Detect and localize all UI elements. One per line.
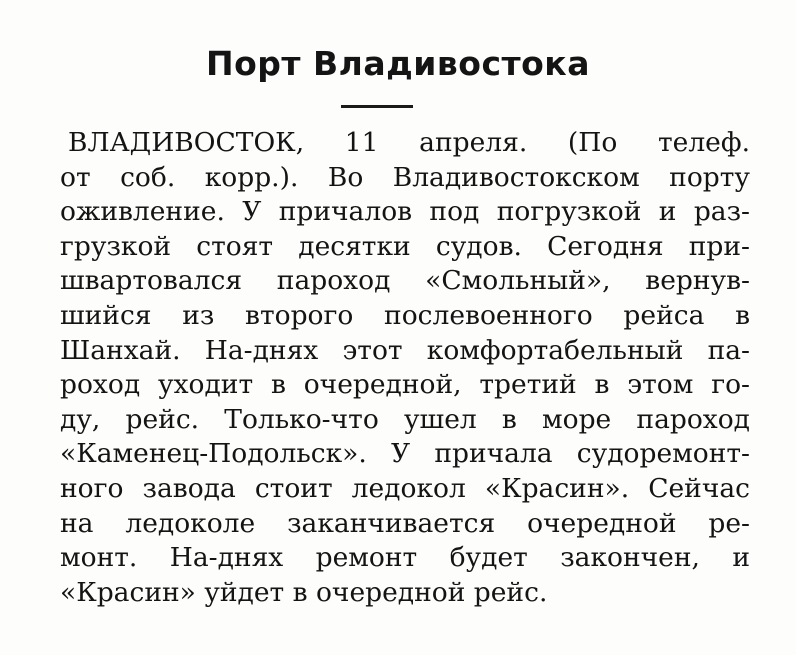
headline-divider <box>341 105 413 108</box>
article-line: шийся из второго послевоенного рейса в <box>60 299 750 331</box>
article-line: ного завода стоит ледокол «Красин». Сейчас <box>60 472 750 504</box>
article-line: «Каменец-Подольск». У причала судоремонт- <box>60 438 750 470</box>
article-line: оживление. У причалов под погрузкой и раз- <box>60 196 750 228</box>
article-line: Шанхай. На-днях этот комфортабельный па- <box>60 334 750 366</box>
article-line: швартовался пароход «Смольный», вернув- <box>60 265 750 297</box>
article-line: «Красин» уйдет в очередной рейс. <box>60 576 548 608</box>
article-line: роход уходит в очередной, третий в этом го- <box>60 369 750 401</box>
article-line: на ледоколе заканчивается очередной ре- <box>60 507 750 539</box>
article-line: монт. На-днях ремонт будет закончен, и <box>60 542 750 574</box>
article-line: ВЛАДИВОСТОК, 11 апреля. (По телеф. <box>68 127 750 158</box>
article-line: грузкой стоят десятки судов. Сегодня при- <box>60 230 750 262</box>
article-headline: Порт Владивостока <box>206 44 590 83</box>
article-line: от соб. корр.). Во Владивостокском порту <box>60 161 750 193</box>
article-line: ду, рейс. Только-что ушел в море пароход <box>60 403 750 435</box>
article-body <box>60 126 750 610</box>
